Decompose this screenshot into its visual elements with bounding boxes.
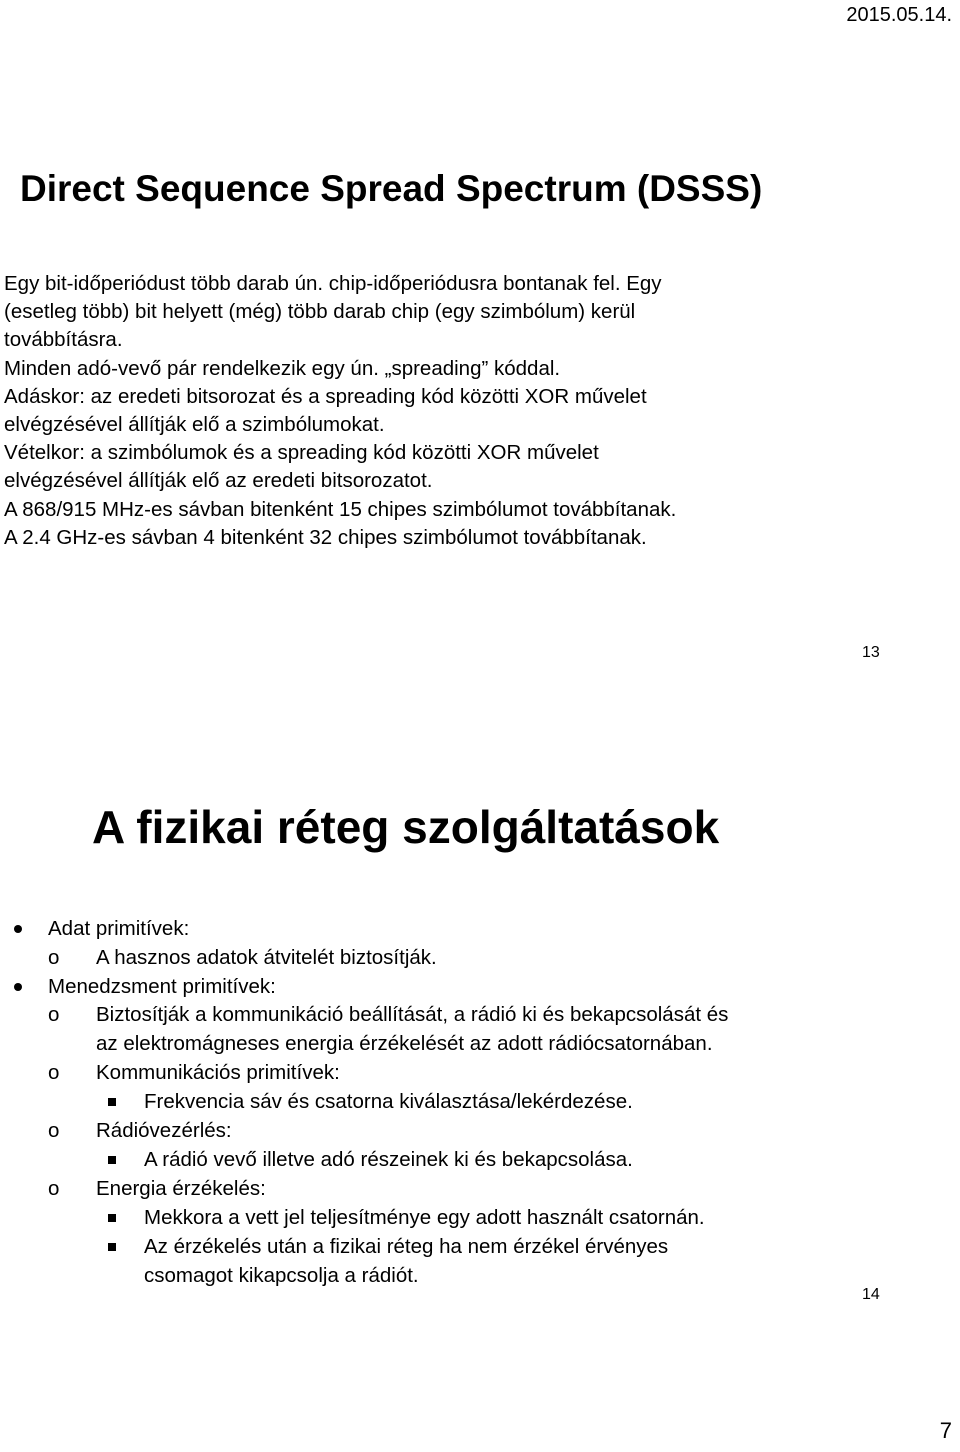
square-bullet-icon	[108, 1098, 116, 1106]
body-line: A 2.4 GHz-es sávban 4 bitenként 32 chipes szimbólumot továbbítanak.	[4, 525, 647, 549]
body-line: továbbításra.	[4, 328, 123, 352]
body-line: Adáskor: az eredeti bitsorozat és a spreading kód közötti XOR művelet	[4, 384, 647, 408]
circle-bullet-icon: o	[48, 1003, 60, 1026]
slide-title-physical-layer: A fizikai réteg szolgáltatások	[92, 801, 720, 853]
list-item: Frekvencia sáv és csatorna kiválasztása/lekérdezése.	[144, 1090, 633, 1113]
list-item: Biztosítják a kommunikáció beállítását, a rádió ki és bekapcsolását és	[96, 1003, 729, 1026]
circle-bullet-icon: o	[48, 1119, 60, 1142]
dsss-body-text	[4, 270, 864, 552]
body-line: A 868/915 MHz-es sávban bitenként 15 chipes szimbólumot továbbítanak.	[4, 497, 677, 521]
body-line: Minden adó-vevő pár rendelkezik egy ún. „spreading” kóddal.	[4, 356, 561, 380]
list-item: Adat primitívek:	[48, 917, 190, 940]
square-bullet-icon	[108, 1243, 116, 1251]
body-line: Vételkor: a szimbólumok és a spreading kód közötti XOR művelet	[4, 441, 599, 465]
body-line: (esetleg több) bit helyett (még) több darab chip (egy szimbólum) kerül	[4, 300, 636, 324]
bullet-dot-icon	[14, 925, 22, 933]
slide-page-number: 13	[862, 644, 880, 661]
list-item: Menedzsment primitívek:	[48, 975, 276, 998]
date-header: 2015.05.14.	[846, 4, 952, 26]
list-item: Mekkora a vett jel teljesítménye egy adott használt csatornán.	[144, 1206, 705, 1229]
circle-bullet-icon: o	[48, 1177, 60, 1200]
circle-bullet-icon: o	[48, 946, 60, 969]
body-line: Egy bit-időperiódust több darab ún. chip-időperiódusra bontanak fel. Egy	[4, 272, 662, 295]
square-bullet-icon	[108, 1156, 116, 1164]
list-item: Kommunikációs primitívek:	[96, 1061, 340, 1084]
slide-page-number: 14	[862, 1286, 880, 1303]
bullet-dot-icon	[14, 983, 22, 991]
list-item: az elektromágneses energia érzékelését az adott rádiócsatornában.	[96, 1032, 713, 1055]
document-page-number: 7	[939, 1418, 952, 1443]
list-item: Az érzékelés után a fizikai réteg ha nem érzékel érvényes	[144, 1235, 669, 1258]
list-item: Energia érzékelés:	[96, 1177, 266, 1200]
body-line: elvégzésével állítják elő a szimbólumokat.	[4, 413, 385, 437]
circle-bullet-icon: o	[48, 1061, 60, 1084]
list-item: Rádióvezérlés:	[96, 1119, 232, 1142]
square-bullet-icon	[108, 1214, 116, 1222]
list-item: csomagot kikapcsolja a rádiót.	[144, 1264, 419, 1287]
list-item: A rádió vevő illetve adó részeinek ki és bekapcsolása.	[144, 1148, 633, 1171]
body-line: elvégzésével állítják elő az eredeti bitsorozatot.	[4, 469, 433, 493]
slide-title-dsss: Direct Sequence Spread Spectrum (DSSS)	[20, 168, 763, 209]
list-item: A hasznos adatok átvitelét biztosítják.	[96, 946, 437, 969]
